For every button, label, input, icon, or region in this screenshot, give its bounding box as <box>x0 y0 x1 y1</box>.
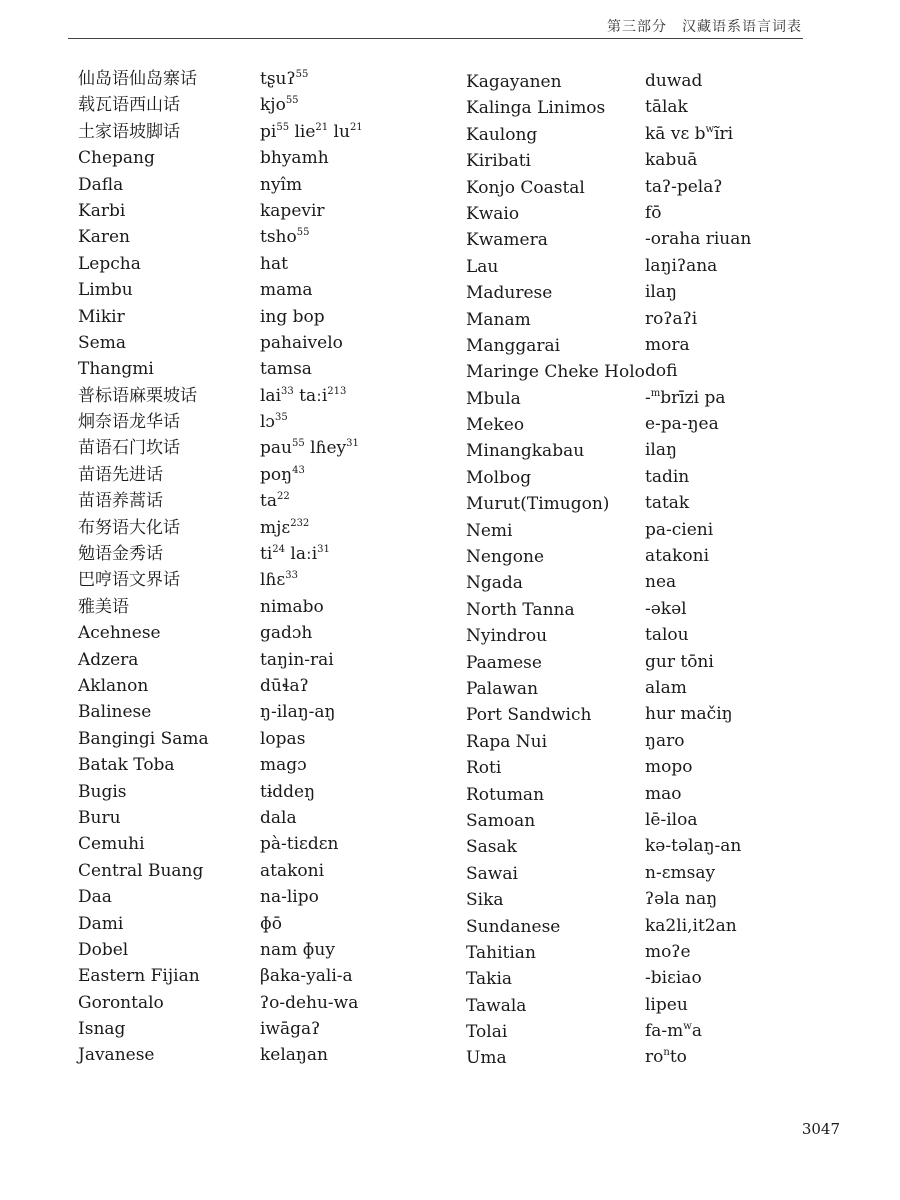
tone-superscript: 33 <box>285 570 298 582</box>
tone-superscript: 22 <box>276 491 290 503</box>
word-segment: taːi <box>293 385 328 406</box>
word-segment: kā vɛ b <box>645 123 706 144</box>
language-name: Aklanon <box>78 675 149 696</box>
language-name: Nengone <box>466 547 545 568</box>
word-segment: ɸō <box>260 913 282 934</box>
word-form <box>645 385 751 411</box>
word-form <box>260 937 363 963</box>
word-form <box>645 992 751 1018</box>
word-segment: fa-m <box>645 1021 684 1042</box>
language-name: 炯奈语龙华话 <box>78 412 180 433</box>
language-name: 苗语养蒿话 <box>78 491 163 512</box>
language-name: Ngada <box>466 573 523 594</box>
word-segment: tadin <box>645 466 690 487</box>
word-form <box>260 647 363 673</box>
word-segment: talou <box>645 625 689 646</box>
word-segment: ilaŋ <box>645 282 677 303</box>
tone-superscript: 55 <box>296 227 310 239</box>
word-form <box>645 226 751 252</box>
language-name: Isnag <box>78 1019 126 1040</box>
word-segment: kelaŋan <box>260 1045 328 1066</box>
language-name: Chepang <box>78 148 155 169</box>
word-segment: moʔe <box>645 941 691 962</box>
right-language-column <box>466 69 645 1072</box>
word-form <box>260 726 363 752</box>
language-name: Kaulong <box>466 124 538 145</box>
language-name: Central Buang <box>78 860 204 881</box>
word-segment: lɔ <box>260 412 275 433</box>
word-form <box>645 807 751 833</box>
word-form <box>645 833 751 859</box>
word-segment: magɔ <box>260 755 307 776</box>
language-name: Sema <box>78 332 126 353</box>
word-segment: to <box>669 1047 687 1068</box>
page-number: 3047 <box>801 1120 840 1138</box>
word-form <box>260 145 363 171</box>
language-name: 巴哼语文界话 <box>78 570 180 591</box>
word-segment: laŋiʔana <box>645 255 718 276</box>
word-form <box>260 1042 363 1068</box>
word-form <box>645 1018 751 1044</box>
word-form <box>260 963 363 989</box>
language-name: Karen <box>78 227 130 248</box>
word-segment: tɨddeŋ <box>260 781 316 802</box>
word-form <box>645 543 751 569</box>
language-name: Dobel <box>78 939 129 960</box>
word-segment: lie <box>289 121 316 142</box>
tone-superscript: 232 <box>290 517 310 529</box>
language-name: Mbula <box>466 388 521 409</box>
word-segment: dūɬaʔ <box>260 675 309 696</box>
word-form <box>260 752 363 778</box>
word-segment: atakoni <box>645 546 710 567</box>
word-segment: roʔaʔi <box>645 308 698 329</box>
word-segment: ta <box>260 491 277 512</box>
tone-superscript: 55 <box>285 95 299 107</box>
language-name: Acehnese <box>78 623 161 644</box>
language-name: Kwamera <box>466 230 548 251</box>
language-name: Konjo Coastal <box>466 177 585 198</box>
word-segment: -biɛiao <box>645 968 702 989</box>
language-name: Kagayanen <box>466 72 562 92</box>
word-segment: ka2li,it2an <box>645 915 737 936</box>
language-name: Adzera <box>78 649 139 670</box>
tone-superscript: 21 <box>349 121 363 133</box>
word-segment: -əkəl <box>645 598 687 619</box>
word-form <box>645 675 751 701</box>
language-name: Tahitian <box>466 942 536 963</box>
word-form <box>645 279 751 305</box>
right-word-column <box>645 68 751 1071</box>
word-form <box>260 831 363 857</box>
word-segment: laːi <box>285 544 318 565</box>
language-name: Kwaio <box>466 203 520 224</box>
word-form <box>645 701 751 727</box>
word-form <box>260 330 363 356</box>
word-form <box>260 699 363 725</box>
word-segment: ti <box>260 544 273 565</box>
word-segment: βaka-yali-a <box>260 966 353 987</box>
tone-superscript: m <box>650 387 661 399</box>
language-name: North Tanna <box>466 599 575 620</box>
language-name: Sundanese <box>466 916 561 937</box>
language-name: Rotuman <box>466 784 545 805</box>
word-segment: gadɔh <box>260 623 313 644</box>
tone-superscript: 24 <box>272 544 286 556</box>
word-segment: bhyamh <box>260 148 329 169</box>
word-form <box>260 409 363 435</box>
word-segment: kə-təlaŋ-an <box>645 836 742 857</box>
word-segment: ʔəla naŋ <box>645 889 718 910</box>
word-segment: poŋ <box>260 464 293 485</box>
word-form <box>260 224 363 250</box>
language-name: Kiribati <box>466 151 531 172</box>
word-form <box>645 253 751 279</box>
word-form <box>645 358 751 384</box>
word-segment: tālak <box>645 97 688 118</box>
language-name: Dafla <box>78 174 124 195</box>
word-segment: tatak <box>645 493 690 514</box>
tone-superscript: 35 <box>274 412 288 424</box>
word-segment: nimabo <box>260 596 324 617</box>
word-form <box>645 886 751 912</box>
word-segment: hat <box>260 253 288 274</box>
word-form <box>260 251 363 277</box>
language-name: Maringe Cheke Holo <box>466 362 645 383</box>
word-form <box>260 92 363 118</box>
language-name: Sawai <box>466 863 518 884</box>
word-segment: kjo <box>260 95 286 116</box>
word-form <box>645 596 751 622</box>
word-segment: a <box>691 1021 702 1042</box>
word-form <box>260 198 363 224</box>
word-segment: n-ɛmsay <box>645 862 716 883</box>
word-form <box>645 754 751 780</box>
word-segment: taŋin-rai <box>260 649 334 670</box>
language-name: Paamese <box>466 652 542 673</box>
language-name: Bangingi Sama <box>78 728 209 749</box>
language-name: 土家语坡脚话 <box>78 121 180 142</box>
word-segment: brīzi pa <box>660 387 726 408</box>
word-form <box>260 462 363 488</box>
left-language-column <box>78 66 209 1069</box>
language-name: Nyindrou <box>466 626 548 647</box>
word-segment: -oraha riuan <box>645 229 752 250</box>
word-segment: ŋ-ilaŋ-aŋ <box>260 702 336 723</box>
word-form <box>645 781 751 807</box>
language-name: Molbog <box>466 467 532 488</box>
word-segment: pi <box>260 121 277 142</box>
word-form <box>645 517 751 543</box>
word-segment: kabuā <box>645 150 698 171</box>
word-form <box>645 728 751 754</box>
word-form <box>260 383 363 409</box>
word-form <box>260 119 363 145</box>
word-form <box>260 779 363 805</box>
header-rule <box>68 38 803 39</box>
language-name: Javanese <box>78 1045 155 1066</box>
tone-superscript: 55 <box>291 438 305 450</box>
language-name: Kalinga Linimos <box>466 98 606 119</box>
word-form <box>645 411 751 437</box>
word-form <box>260 277 363 303</box>
word-segment: atakoni <box>260 860 325 881</box>
word-segment: alam <box>645 677 687 698</box>
word-segment: - <box>645 387 651 408</box>
word-segment: ʔo-dehu-wa <box>260 992 359 1013</box>
word-form <box>260 911 363 937</box>
running-header: 第三部分 汉藏语系语言词表 <box>607 19 802 35</box>
word-segment: ĩri <box>714 123 734 144</box>
language-name: Gorontalo <box>78 992 164 1013</box>
word-form <box>645 121 751 147</box>
language-name: 苗语石门坎话 <box>78 438 180 459</box>
word-segment: mora <box>645 334 690 355</box>
word-segment: nyîm <box>260 174 303 195</box>
tone-superscript: 43 <box>292 464 305 476</box>
language-name: Port Sandwich <box>466 705 592 726</box>
language-name: 仙岛语仙岛寨话 <box>78 69 197 89</box>
word-form <box>260 594 363 620</box>
word-segment: nam ɸuy <box>260 939 335 960</box>
language-name: 雅美语 <box>78 596 129 617</box>
word-segment: iwāgaʔ <box>260 1019 321 1040</box>
word-form <box>260 567 363 593</box>
language-name: Manam <box>466 309 531 330</box>
word-form <box>260 1016 363 1042</box>
tone-superscript: 21 <box>315 121 329 133</box>
word-form <box>645 965 751 991</box>
word-segment: pahaivelo <box>260 332 343 353</box>
word-segment: lai <box>260 385 282 406</box>
word-form <box>645 464 751 490</box>
word-segment: kapevir <box>260 200 325 221</box>
language-name: Lau <box>466 256 499 277</box>
word-form <box>260 66 363 92</box>
word-segment: lɦɛ <box>260 570 286 591</box>
language-name: 载瓦语西山话 <box>78 95 180 116</box>
word-segment: hur mačiŋ <box>645 704 733 725</box>
word-form <box>645 939 751 965</box>
word-form <box>260 805 363 831</box>
word-form <box>645 860 751 886</box>
language-name: Minangkabau <box>466 441 585 462</box>
language-name: Sasak <box>466 837 517 858</box>
tone-superscript: 55 <box>276 121 290 133</box>
tone-superscript: 33 <box>281 385 294 397</box>
language-name: Roti <box>466 758 502 779</box>
word-segment: lipeu <box>645 994 688 1015</box>
language-name: Uma <box>466 1048 507 1069</box>
word-segment: ro <box>645 1047 664 1068</box>
word-segment: mjɛ <box>260 517 291 538</box>
word-form <box>260 673 363 699</box>
word-segment: mama <box>260 280 313 301</box>
word-form <box>645 306 751 332</box>
word-segment: ŋaro <box>645 730 685 751</box>
left-word-column <box>260 66 363 1069</box>
language-name: Tolai <box>466 1022 508 1043</box>
word-form <box>645 490 751 516</box>
word-form <box>260 435 363 461</box>
word-segment: pa-cieni <box>645 519 714 540</box>
word-segment: ilaŋ <box>645 440 677 461</box>
word-form <box>260 515 363 541</box>
word-form <box>645 913 751 939</box>
word-segment: mao <box>645 783 682 804</box>
language-name: Murut(Timugon) <box>466 494 610 515</box>
word-segment: e-pa-ŋea <box>645 414 719 435</box>
word-segment: tamsa <box>260 359 312 380</box>
tone-superscript: 55 <box>295 69 309 80</box>
word-form <box>645 569 751 595</box>
language-name: Takia <box>466 969 513 990</box>
language-name: Bugis <box>78 781 127 802</box>
language-name: Batak Toba <box>78 755 175 776</box>
language-name: Mekeo <box>466 415 525 436</box>
language-name: Limbu <box>78 280 133 301</box>
language-name: Cemuhi <box>78 834 145 855</box>
tone-superscript: 213 <box>327 385 347 397</box>
word-form <box>260 620 363 646</box>
word-form <box>645 649 751 675</box>
word-form <box>260 172 363 198</box>
word-form <box>645 437 751 463</box>
word-segment: pau <box>260 438 292 459</box>
word-form <box>260 990 363 1016</box>
language-name: Balinese <box>78 702 152 723</box>
tone-superscript: w <box>705 123 715 135</box>
language-name: Mikir <box>78 306 125 327</box>
word-segment: mopo <box>645 757 693 778</box>
language-name: Palawan <box>466 678 539 699</box>
word-form <box>260 541 363 567</box>
tone-superscript: 31 <box>317 544 330 556</box>
language-name: Daa <box>78 887 112 908</box>
language-name: 布努语大化话 <box>78 517 180 538</box>
word-segment: dofi <box>645 361 678 382</box>
word-form <box>645 332 751 358</box>
word-form <box>645 622 751 648</box>
word-form <box>260 356 363 382</box>
language-name: Rapa Nui <box>466 731 548 752</box>
language-name: Buru <box>78 807 121 828</box>
tone-superscript: w <box>683 1021 692 1033</box>
word-form <box>645 1044 751 1070</box>
word-form <box>260 884 363 910</box>
word-segment: lu <box>328 121 350 142</box>
language-name: Tawala <box>466 995 527 1016</box>
language-name: Eastern Fijian <box>78 966 200 987</box>
language-name: Lepcha <box>78 253 141 274</box>
language-name: Madurese <box>466 283 553 304</box>
word-segment: lē-iloa <box>645 809 698 830</box>
language-name: Nemi <box>466 520 513 541</box>
tone-superscript: n <box>663 1047 670 1059</box>
language-name: Thangmi <box>78 359 154 380</box>
language-name: Dami <box>78 913 124 934</box>
word-form <box>645 174 751 200</box>
language-name: Sika <box>466 890 504 911</box>
language-name: 苗语先进话 <box>78 464 163 485</box>
word-segment: na-lipo <box>260 887 319 908</box>
word-segment: gur tōni <box>645 651 714 672</box>
word-form <box>260 858 363 884</box>
word-segment: tʂuʔ <box>260 69 296 89</box>
language-name: 普标语麻栗坡话 <box>78 385 197 406</box>
word-form <box>645 200 751 226</box>
word-segment: lɦey <box>304 438 347 459</box>
language-name: Karbi <box>78 200 126 221</box>
tone-superscript: 31 <box>346 438 359 450</box>
word-segment: pà-tiɛdɛn <box>260 834 339 855</box>
word-segment: dala <box>260 807 297 828</box>
word-form <box>645 147 751 173</box>
language-name: Manggarai <box>466 335 561 356</box>
word-segment: tsho <box>260 227 297 248</box>
word-segment: duwad <box>645 71 703 91</box>
word-segment: fō <box>645 202 662 223</box>
word-form <box>645 94 751 120</box>
word-segment: lopas <box>260 728 306 749</box>
word-segment: taʔ-pelaʔ <box>645 176 723 197</box>
word-form <box>645 68 751 94</box>
language-name: 勉语金秀话 <box>78 544 163 565</box>
language-name: Samoan <box>466 810 536 831</box>
word-segment: nea <box>645 572 677 593</box>
word-form <box>260 488 363 514</box>
word-segment: ing bop <box>260 306 325 327</box>
word-form <box>260 304 363 330</box>
